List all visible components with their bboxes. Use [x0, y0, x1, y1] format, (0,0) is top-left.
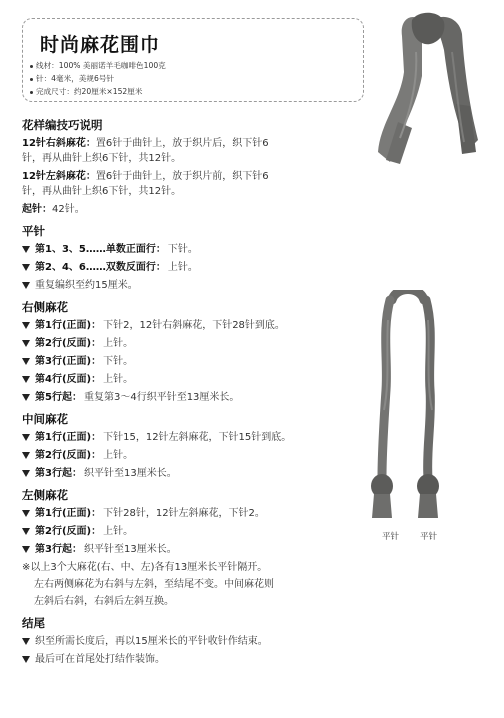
tip-left-label: 12针左斜麻花： [22, 171, 96, 182]
triangle-bullet-icon [22, 340, 30, 347]
cast-on-value: 42针。 [52, 204, 85, 215]
triangle-bullet-icon [22, 264, 30, 271]
section-title-middle: 中间麻花 [22, 412, 68, 426]
right-row-1-label: 第1行(正面)： [35, 320, 102, 331]
scarf-photo-hanging [362, 290, 454, 530]
triangle-bullet-icon [22, 376, 30, 383]
right-row-1-value: 下针2，12针右斜麻花，下针28针到底。 [103, 320, 285, 331]
triangle-bullet-icon [22, 434, 30, 441]
right-row-4-label: 第4行(反面)： [35, 374, 102, 385]
left-row-2-value: 上针。 [103, 526, 134, 537]
page-title: 时尚麻花围巾 [40, 34, 161, 56]
middle-row-1 [22, 430, 352, 445]
middle-row-2 [22, 448, 352, 463]
spec-needle [30, 73, 114, 84]
middle-row-2-value: 上针。 [103, 450, 134, 461]
end-line-2-text: 最后可在首尾处打结作装饰。 [35, 654, 165, 665]
triangle-bullet-icon [22, 510, 30, 517]
left-row-2-label: 第2行(反面)： [35, 526, 102, 537]
tip-left-line2: 针，再从曲针上织6下针，共12针。 [22, 186, 182, 197]
flat-row-even-value: 上针。 [167, 262, 198, 273]
section-title-right: 右侧麻花 [22, 300, 68, 314]
section-title-left: 左侧麻花 [22, 488, 68, 502]
end-line-1 [22, 634, 352, 649]
left-row-2 [22, 524, 352, 539]
right-row-5 [22, 390, 352, 405]
triangle-bullet-icon [22, 470, 30, 477]
middle-row-3 [22, 466, 352, 481]
right-row-2-value: 上针。 [103, 338, 134, 349]
scarf-photo-draped [360, 12, 496, 172]
tip-right-label: 12针右斜麻花： [22, 138, 96, 149]
right-row-2-label: 第2行(反面)： [35, 338, 102, 349]
triangle-bullet-icon [22, 546, 30, 553]
right-row-2 [22, 336, 352, 351]
right-row-4 [22, 372, 352, 387]
tip-left-cable [22, 169, 352, 199]
left-row-1 [22, 506, 352, 521]
middle-row-3-value: 织平针至13厘米长。 [83, 468, 177, 479]
bullet-icon [30, 91, 33, 94]
flat-repeat [22, 278, 352, 293]
photo-label-right: 平针 [420, 532, 438, 542]
middle-row-1-label: 第1行(正面)： [35, 432, 102, 443]
left-row-3-value: 织平针至13厘米长。 [83, 544, 177, 555]
bullet-icon [30, 78, 33, 81]
left-row-1-value: 下针28针，12针左斜麻花，下针2。 [103, 508, 265, 519]
spec-size-text: 完成尺寸：约20厘米×152厘米 [36, 87, 143, 96]
end-line-2 [22, 652, 352, 667]
triangle-bullet-icon [22, 394, 30, 401]
cast-on [22, 202, 352, 217]
photo-label-left: 平针 [382, 532, 400, 542]
triangle-bullet-icon [22, 246, 30, 253]
section-title-end: 结尾 [22, 616, 45, 630]
triangle-bullet-icon [22, 322, 30, 329]
tip-right-line2: 针，再从曲针上织6下针，共12针。 [22, 153, 182, 164]
end-line-1-text: 织至所需长度后，再以15厘米长的平针收针作结束。 [35, 636, 268, 647]
right-row-3 [22, 354, 352, 369]
flat-row-even-label: 第2、4、6……双数反面行： [35, 262, 166, 273]
triangle-bullet-icon [22, 282, 30, 289]
cable-note-2: 左右两侧麻花为右斜与左斜，至结尾不变。中间麻花则 [34, 579, 274, 590]
right-row-5-label: 第5行起： [35, 392, 82, 403]
triangle-bullet-icon [22, 358, 30, 365]
tip-left-line1: 置6针于曲针上，放于织片前，织下针6 [95, 171, 269, 182]
flat-row-odd-label: 第1、3、5……单数正面行： [35, 244, 166, 255]
triangle-bullet-icon [22, 452, 30, 459]
right-row-5-value: 重复第3～4行织平针至13厘米长。 [83, 392, 240, 403]
section-title-flat: 平针 [22, 224, 45, 238]
triangle-bullet-icon [22, 638, 30, 645]
tip-right-line1: 置6针于曲针上，放于织片后，织下针6 [95, 138, 269, 149]
spec-yarn-text: 线材：100% 美丽诺羊毛咖啡色100克 [36, 61, 166, 70]
cast-on-label: 起针： [22, 204, 52, 215]
flat-row-odd-value: 下针。 [167, 244, 198, 255]
right-row-1 [22, 318, 352, 333]
flat-row-even [22, 260, 352, 275]
spec-needle-text: 针：4毫米，美规6号针 [36, 74, 115, 83]
right-row-4-value: 上针。 [103, 374, 134, 385]
spec-size [30, 86, 142, 97]
middle-row-2-label: 第2行(反面)： [35, 450, 102, 461]
cable-note-3: 左斜后右斜，右斜后左斜互换。 [34, 596, 174, 607]
tip-right-cable [22, 136, 352, 166]
left-row-3-label: 第3行起： [35, 544, 82, 555]
cable-note-1: ※以上3个大麻花(右、中、左)各有13厘米长平针隔开。 [22, 562, 268, 573]
flat-repeat-text: 重复编织至约15厘米。 [35, 280, 138, 291]
left-row-3 [22, 542, 352, 557]
triangle-bullet-icon [22, 528, 30, 535]
middle-row-1-value: 下针15，12针左斜麻花，下针15针到底。 [103, 432, 292, 443]
flat-row-odd [22, 242, 352, 257]
right-row-3-label: 第3行(正面)： [35, 356, 102, 367]
instructions [22, 118, 352, 670]
left-row-1-label: 第1行(正面)： [35, 508, 102, 519]
spec-yarn [30, 60, 166, 71]
section-title-tips: 花样编技巧说明 [22, 118, 103, 132]
right-row-3-value: 下针。 [103, 356, 134, 367]
triangle-bullet-icon [22, 656, 30, 663]
middle-row-3-label: 第3行起： [35, 468, 82, 479]
bullet-icon [30, 65, 33, 68]
